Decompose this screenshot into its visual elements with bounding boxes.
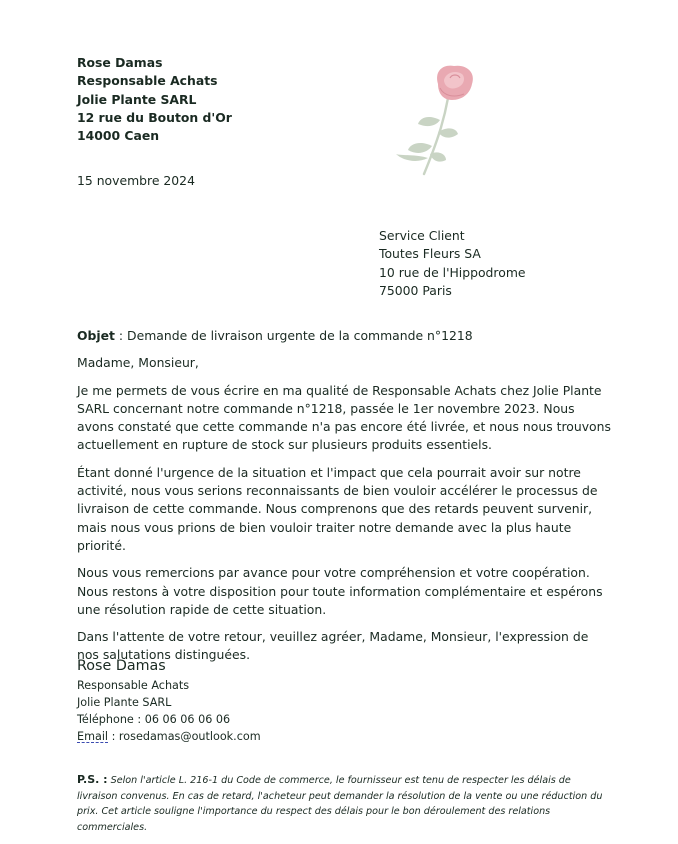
paragraph-closing: Dans l'attente de votre retour, veuillez agréer, Madame, Monsieur, l'expression de nos salutations distinguées. [77, 629, 589, 663]
subject-text: Demande de livraison urgente de la commande n°1218 [127, 328, 473, 343]
sender-street: 12 rue du Bouton d'Or [77, 109, 232, 125]
paragraph-3: Nous vous remercions par avance pour votre compréhension et votre coopération. Nous restons à votre disposition pour toute information complémentaire et espérons une résolution rapide de cette situation. [77, 565, 603, 617]
email-value: : rosedamas@outlook.com [108, 730, 261, 743]
paragraph-1: Je me permets de vous écrire en ma qualité de Responsable Achats chez Jolie Plante SARL concernant notre commande n°1218, passée le 1er novembre 2023. Nous avons constaté que cette commande n'a pas encore été livrée, et nous nous trouvons actuellement en rupture de stock sur plusieurs produits essentiels. [77, 382, 611, 453]
recipient-department: Service Client [379, 228, 465, 243]
signature-name: Rose Damas [77, 658, 166, 674]
signature-title: Responsable Achats [77, 679, 190, 692]
recipient-street: 10 rue de l'Hippodrome [379, 264, 526, 280]
sender-name: Rose Damas [77, 55, 163, 70]
rose-flower-icon [388, 60, 478, 180]
signature-block [77, 656, 261, 745]
signature-phone: Téléphone : 06 06 06 06 06 [77, 713, 231, 726]
paragraph-2: Étant donné l'urgence de la situation et l'impact que cela pourrait avoir sur notre activité, nous vous serions reconnaissants de bien vouloir accélérer le processus de livraison de cette commande. Nous comprenons que des retards peuvent survenir, mais nous vous prions de bien vouloir traiter notre demande avec la plus haute priorité. [77, 464, 598, 553]
sender-company: Jolie Plante SARL [77, 91, 197, 107]
letter-date: 15 novembre 2024 [77, 173, 195, 188]
sender-title: Responsable Achats [77, 73, 218, 89]
signature-company: Jolie Plante SARL [77, 696, 172, 709]
ps-text: Selon l'article L. 216-1 du Code de commerce, le fournisseur est tenu de respecter les délais de livraison convenus. En cas de retard, l'acheteur peut demander la résolution de la vente ou une réduction du prix. Cet article souligne l'importance du respect des délais pour le bon déroulement des relations commerciales. [77, 775, 603, 833]
sender-city: 14000 Caen [77, 128, 160, 144]
recipient-company: Toutes Fleurs SA [379, 246, 481, 262]
letter-body [77, 327, 612, 674]
recipient-city: 75000 Paris [379, 282, 452, 298]
recipient-block [379, 227, 526, 300]
subject-separator: : [114, 328, 128, 343]
ps-label: P.S. : [77, 773, 108, 786]
postscript [77, 772, 607, 835]
signature-email [77, 728, 261, 745]
email-label: Email [77, 730, 109, 743]
subject-line [77, 327, 612, 345]
subject-label: Objet [77, 328, 115, 343]
sender-block [77, 54, 232, 145]
salutation: Madame, Monsieur, [77, 355, 199, 371]
